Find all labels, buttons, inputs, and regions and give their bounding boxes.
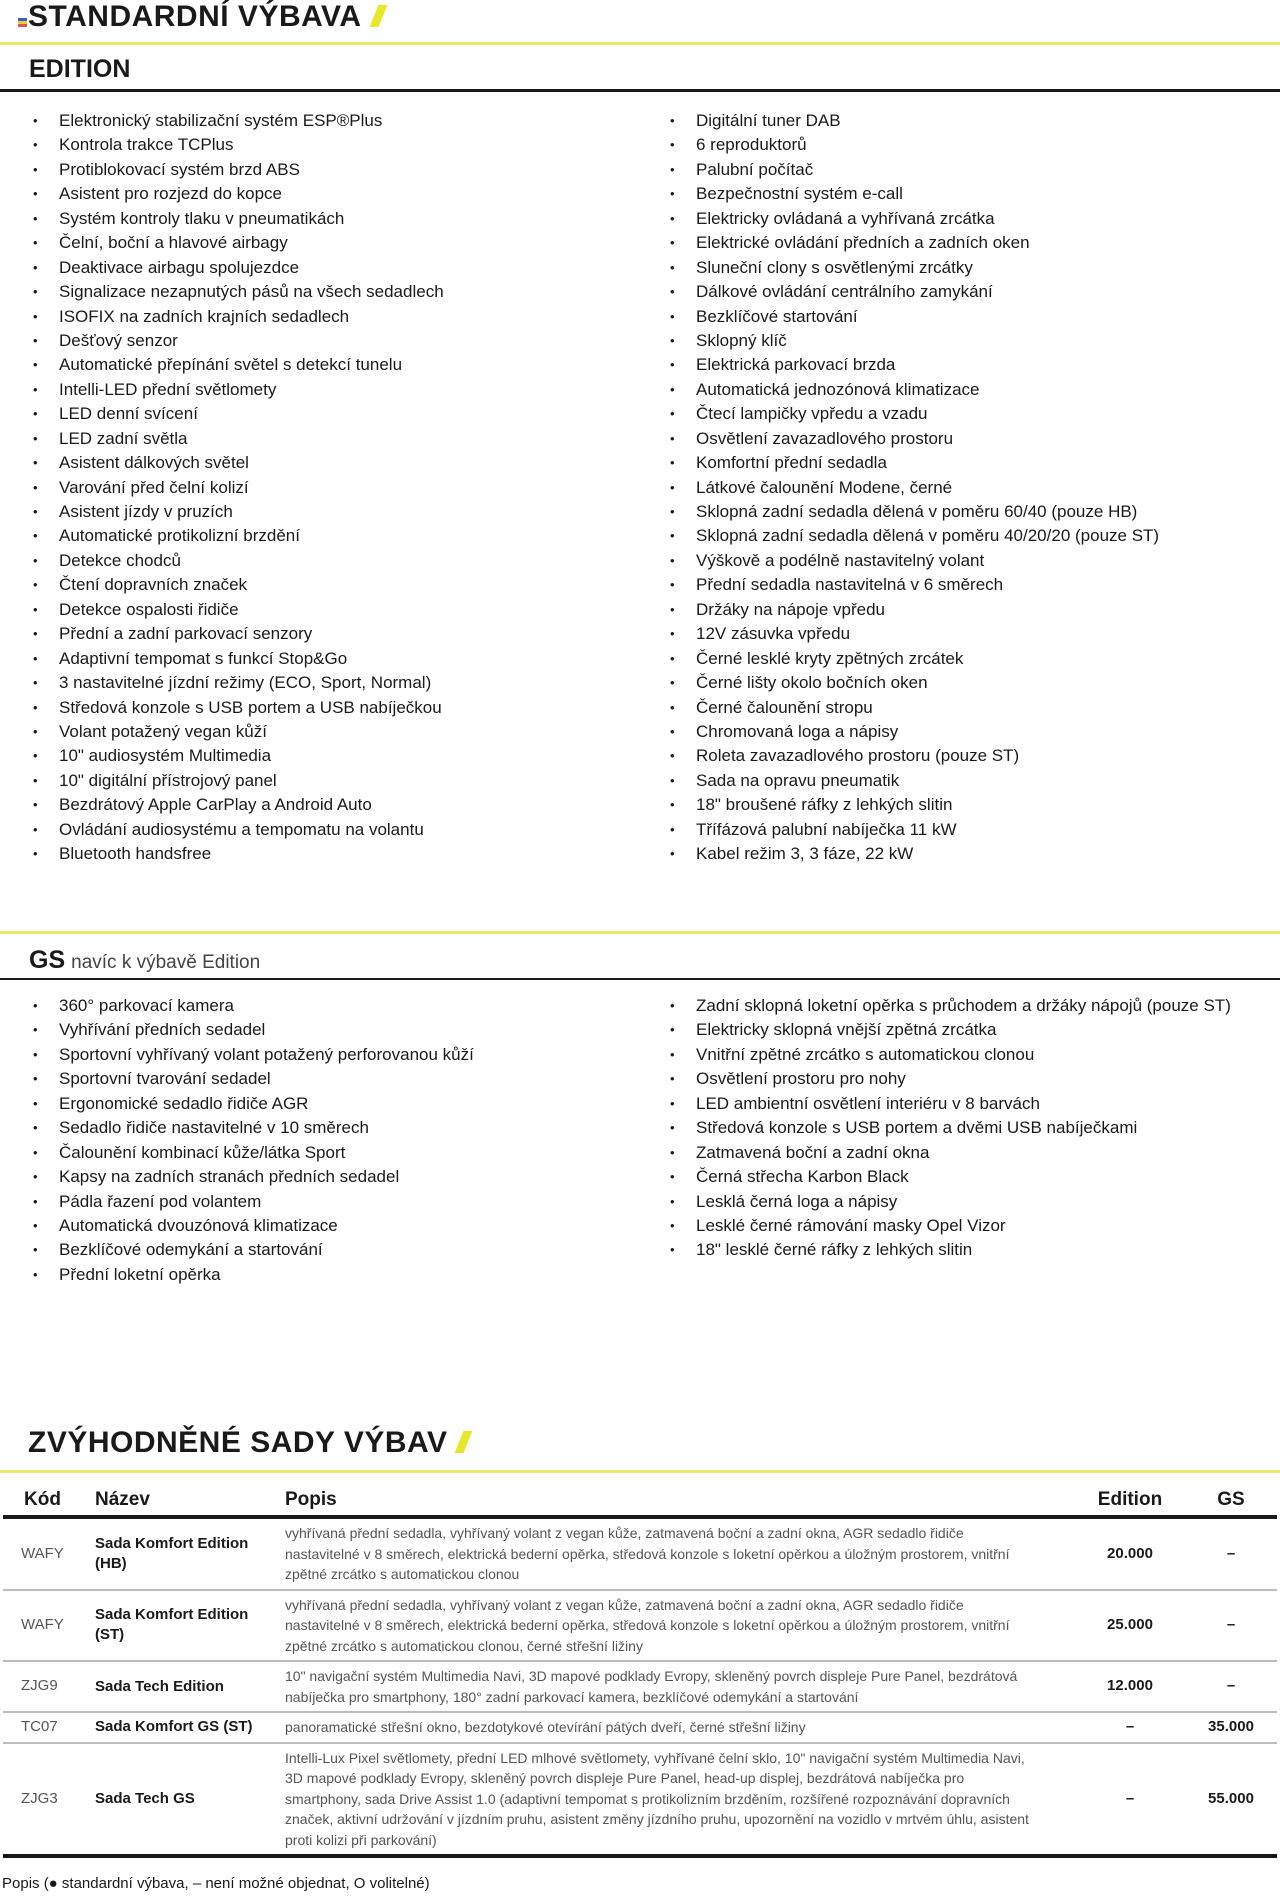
list-item: • Sedadlo řidiče nastavitelné v 10 směrech [34, 1116, 474, 1140]
color-marker-icon [18, 18, 27, 27]
package-name: Sada Komfort Edition (HB) [95, 1517, 285, 1590]
list-item: • Automatická dvouzónová klimatizace [34, 1214, 474, 1238]
list-item: • Černé lišty okolo bočních oken [671, 671, 1159, 695]
package-code: ZJG9 [3, 1661, 95, 1712]
list-item: • Přední sedadla nastavitelná v 6 směrech [671, 573, 1159, 597]
list-item: • Třífázová palubní nabíječka 11 kW [671, 818, 1159, 842]
list-item: • Sluneční clony s osvětlenými zrcátky [671, 256, 1159, 280]
package-description: vyhřívaná přední sedadla, vyhřívaný volant z vegan kůže, zatmavená boční a zadní okna, AGR sedadlo řidiče nastavitelné v 8 směrech, elektrická bederní opěrka, středová konzole s loketní opěrkou a úložným prostorem, vnitřní zpětné zrcátko s automatickou clonou, černé střešní ližiny [285, 1590, 1075, 1662]
list-item: • Digitální tuner DAB [671, 109, 1159, 133]
slash-accent-icon [455, 1431, 473, 1453]
list-item: • Dálkové ovládání centrálního zamykání [671, 280, 1159, 304]
price-gs: – [1185, 1661, 1277, 1712]
list-item: • Osvětlení prostoru pro nohy [671, 1067, 1231, 1091]
list-item: • 6 reproduktorů [671, 133, 1159, 157]
divider [0, 931, 1280, 934]
package-name: Sada Komfort Edition (ST) [95, 1590, 285, 1662]
list-item: • Vyhřívání předních sedadel [34, 1018, 474, 1042]
price-edition: 20.000 [1075, 1517, 1185, 1590]
page-title: STANDARDNÍ VÝBAVA [28, 0, 383, 34]
list-item: • Dešťový senzor [34, 329, 444, 353]
slash-accent-icon [369, 5, 387, 27]
list-item: • Zadní sklopná loketní opěrka s průchodem a držáky nápojů (pouze ST) [671, 994, 1231, 1018]
list-item: • Asistent dálkových světel [34, 451, 444, 475]
list-item: • 3 nastavitelné jízdní režimy (ECO, Sport, Normal) [34, 671, 444, 695]
col-header-code: Kód [3, 1484, 95, 1517]
list-item: • Elektrická parkovací brzda [671, 353, 1159, 377]
divider [0, 89, 1280, 92]
list-item: • ISOFIX na zadních krajních sedadlech [34, 305, 444, 329]
list-item: • LED zadní světla [34, 427, 444, 451]
list-item: • 18" broušené ráfky z lehkých slitin [671, 793, 1159, 817]
list-item: • Detekce chodců [34, 549, 444, 573]
list-item: • LED ambientní osvětlení interiéru v 8 barvách [671, 1092, 1231, 1116]
package-description: Intelli-Lux Pixel světlomety, přední LED mlhové světlomety, vyhřívané čelní sklo, 10" navigační systém Multimedia Navi, 3D mapové podklady Evropy, skleněný povrch displeje Pure Panel, head-up displej, bezdrátová nabíječka pro smartphony, sada Drive Assist 1.0 (adaptivní tempomat s protikolizním brzděním, rozšířené rozpoznávání dopravních značek, aktivní udržování v jízdním pruhu, asistent změny jízdního pruhu, upozornění na vozidlo v mrtvém úhlu, asistent proti kolizi při parkování) [285, 1743, 1075, 1857]
list-item: • Ergonomické sedadlo řidiče AGR [34, 1092, 474, 1116]
list-item: • Lesklé černé rámování masky Opel Vizor [671, 1214, 1231, 1238]
list-item: • Pádla řazení pod volantem [34, 1190, 474, 1214]
list-item: • Kapsy na zadních stranách předních sedadel [34, 1165, 474, 1189]
list-item: • Intelli-LED přední světlomety [34, 378, 444, 402]
list-item: • Sportovní vyhřívaný volant potažený perforovanou kůží [34, 1043, 474, 1067]
section-title-edition: EDITION [29, 55, 131, 83]
list-item: • Chromovaná loga a nápisy [671, 720, 1159, 744]
package-code: TC07 [3, 1712, 95, 1743]
section-title-gs [29, 946, 260, 975]
footnote: Popis (● standardní výbava, – není možné objednat, O volitelné) [2, 1875, 430, 1892]
list-item: • Osvětlení zavazadlového prostoru [671, 427, 1159, 451]
list-item: • Čalounění kombinací kůže/látka Sport [34, 1141, 474, 1165]
list-item: • Kontrola trakce TCPlus [34, 133, 444, 157]
gs-list-right [671, 994, 1231, 1263]
list-item: • Lesklá černá loga a nápisy [671, 1190, 1231, 1214]
list-item: • Sklopná zadní sedadla dělená v poměru 60/40 (pouze HB) [671, 500, 1159, 524]
package-name: Sada Tech Edition [95, 1661, 285, 1712]
list-item: • Detekce ospalosti řidiče [34, 598, 444, 622]
list-item: • Automatické protikolizní brzdění [34, 524, 444, 548]
list-item: • Přední a zadní parkovací senzory [34, 622, 444, 646]
divider [0, 978, 1280, 980]
list-item: • Černé čalounění stropu [671, 696, 1159, 720]
list-item: • Elektronický stabilizační systém ESP®Plus [34, 109, 444, 133]
package-code: ZJG3 [3, 1743, 95, 1857]
package-name: Sada Tech GS [95, 1743, 285, 1857]
list-item: • Bezpečnostní systém e-call [671, 182, 1159, 206]
list-item: • Deaktivace airbagu spolujezdce [34, 256, 444, 280]
list-item: • Varování před čelní kolizí [34, 476, 444, 500]
list-item: • Elektrické ovládání předních a zadních oken [671, 231, 1159, 255]
list-item: • Výškově a podélně nastavitelný volant [671, 549, 1159, 573]
package-description: vyhřívaná přední sedadla, vyhřívaný volant z vegan kůže, zatmavená boční a zadní okna, AGR sedadlo řidiče nastavitelné v 8 směrech, elektrická bederní opěrka, středová konzole s loketní opěrkou a úložným prostorem, vnitřní zpětné zrcátko s automatickou clonou [285, 1517, 1075, 1590]
col-header-gs: GS [1185, 1484, 1277, 1517]
package-code: WAFY [3, 1517, 95, 1590]
package-name: Sada Komfort GS (ST) [95, 1712, 285, 1743]
list-item: • Držáky na nápoje vpředu [671, 598, 1159, 622]
list-item: • Sklopná zadní sedadla dělená v poměru 40/20/20 (pouze ST) [671, 524, 1159, 548]
list-item: • Sada na opravu pneumatik [671, 769, 1159, 793]
list-item: • 10" audiosystém Multimedia [34, 744, 444, 768]
list-item: • Bezklíčové odemykání a startování [34, 1238, 474, 1262]
list-item: • 360° parkovací kamera [34, 994, 474, 1018]
package-description: panoramatické střešní okno, bezdotykové otevírání pátých dveří, černé střešní ližiny [285, 1712, 1075, 1743]
price-edition: 25.000 [1075, 1590, 1185, 1662]
list-item: • Černá střecha Karbon Black [671, 1165, 1231, 1189]
list-item: • Signalizace nezapnutých pásů na všech sedadlech [34, 280, 444, 304]
list-item: • Asistent jízdy v pruzích [34, 500, 444, 524]
table-row [3, 1517, 1277, 1590]
edition-list-left [34, 109, 444, 867]
price-gs: – [1185, 1517, 1277, 1590]
list-item: • Bezdrátový Apple CarPlay a Android Auto [34, 793, 444, 817]
list-item: • Středová konzole s USB portem a dvěmi USB nabíječkami [671, 1116, 1231, 1140]
list-item: • Čtení dopravních značek [34, 573, 444, 597]
list-item: • Palubní počítač [671, 158, 1159, 182]
packages-title: ZVÝHODNĚNÉ SADY VÝBAV [28, 1426, 468, 1460]
list-item: • Elektricky ovládaná a vyhřívaná zrcátka [671, 207, 1159, 231]
list-item: • Zatmavená boční a zadní okna [671, 1141, 1231, 1165]
list-item: • Bezklíčové startování [671, 305, 1159, 329]
list-item: • LED denní svícení [34, 402, 444, 426]
list-item: • Volant potažený vegan kůží [34, 720, 444, 744]
table-row [3, 1661, 1277, 1712]
list-item: • Ovládání audiosystému a tempomatu na volantu [34, 818, 444, 842]
list-item: • Čelní, boční a hlavové airbagy [34, 231, 444, 255]
divider [0, 42, 1280, 45]
list-item: • Automatické přepínání světel s detekcí tunelu [34, 353, 444, 377]
price-edition: – [1075, 1743, 1185, 1857]
list-item: • 10" digitální přístrojový panel [34, 769, 444, 793]
list-item: • Přední loketní opěrka [34, 1263, 474, 1287]
list-item: • Automatická jednozónová klimatizace [671, 378, 1159, 402]
gs-label: GS [29, 946, 66, 974]
col-header-name: Název [95, 1484, 285, 1517]
list-item: • 12V zásuvka vpředu [671, 622, 1159, 646]
col-header-edition: Edition [1075, 1484, 1185, 1517]
list-item: • Elektricky sklopná vnější zpětná zrcátka [671, 1018, 1231, 1042]
list-item: • Systém kontroly tlaku v pneumatikách [34, 207, 444, 231]
list-item: • Černé lesklé kryty zpětných zrcátek [671, 647, 1159, 671]
list-item: • Středová konzole s USB portem a USB nabíječkou [34, 696, 444, 720]
table-row [3, 1590, 1277, 1662]
table-row [3, 1712, 1277, 1743]
gs-list-left [34, 994, 474, 1287]
list-item: • 18" lesklé černé ráfky z lehkých slitin [671, 1238, 1231, 1262]
divider [0, 1470, 1280, 1473]
list-item: • Protiblokovací systém brzd ABS [34, 158, 444, 182]
list-item: • Adaptivní tempomat s funkcí Stop&Go [34, 647, 444, 671]
price-edition: – [1075, 1712, 1185, 1743]
list-item: • Bluetooth handsfree [34, 842, 444, 866]
price-gs: – [1185, 1590, 1277, 1662]
price-edition: 12.000 [1075, 1661, 1185, 1712]
package-code: WAFY [3, 1590, 95, 1662]
list-item: • Vnitřní zpětné zrcátko s automatickou clonou [671, 1043, 1231, 1067]
table-row [3, 1743, 1277, 1857]
list-item: • Čtecí lampičky vpředu a vzadu [671, 402, 1159, 426]
price-gs: 35.000 [1185, 1712, 1277, 1743]
price-gs: 55.000 [1185, 1743, 1277, 1857]
edition-list-right [671, 109, 1159, 867]
col-header-description: Popis [285, 1484, 1075, 1517]
package-description: 10" navigační systém Multimedia Navi, 3D mapové podklady Evropy, skleněný povrch displeje Pure Panel, bezdrátová nabíječka pro smartphony, 180° zadní parkovací kamera, bezklíčové odemykání a startování [285, 1661, 1075, 1712]
packages-table [3, 1484, 1277, 1858]
list-item: • Sklopný klíč [671, 329, 1159, 353]
list-item: • Kabel režim 3, 3 fáze, 22 kW [671, 842, 1159, 866]
list-item: • Roleta zavazadlového prostoru (pouze ST) [671, 744, 1159, 768]
list-item: • Asistent pro rozjezd do kopce [34, 182, 444, 206]
gs-note: navíc k výbavě Edition [71, 952, 261, 973]
list-item: • Komfortní přední sedadla [671, 451, 1159, 475]
list-item: • Sportovní tvarování sedadel [34, 1067, 474, 1091]
list-item: • Látkové čalounění Modene, černé [671, 476, 1159, 500]
